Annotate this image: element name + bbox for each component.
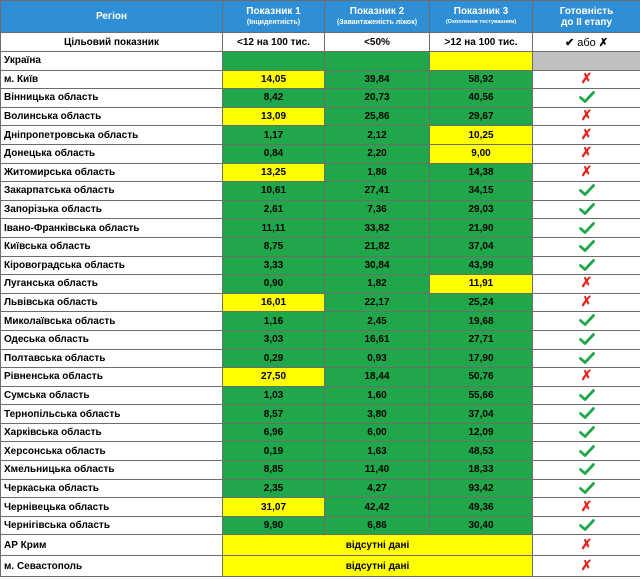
- cross-icon: ✗: [580, 497, 593, 514]
- indicator-1-cell: 11,11: [223, 219, 325, 238]
- table-row: [1, 368, 640, 387]
- cross-icon: ✗: [580, 125, 593, 142]
- indicator-1-cell: 0,19: [223, 442, 325, 461]
- check-icon: [579, 315, 595, 326]
- header-readiness-sub: до ІІ етапу: [560, 16, 613, 28]
- indicator-1-cell: 27,50: [223, 368, 325, 387]
- indicator-1-cell: 1,03: [223, 386, 325, 405]
- region-name: Чернігівська область: [1, 516, 223, 535]
- check-icon: [579, 482, 595, 493]
- indicator-1-cell: 0,90: [223, 275, 325, 294]
- indicator-2-cell: 3,80: [325, 405, 430, 424]
- readiness-cell: [533, 52, 640, 71]
- indicator-2-cell: 16,61: [325, 330, 430, 349]
- readiness-cell: [533, 70, 640, 89]
- missing-data-cell: відсутні дані: [223, 535, 533, 556]
- target-indicator-2: <50%: [325, 33, 430, 52]
- readiness-cell: [533, 516, 640, 535]
- readiness-cell: [533, 556, 640, 577]
- header-readiness-title: Готовність: [559, 5, 614, 17]
- check-icon: [579, 520, 595, 531]
- header-indicator-2: [325, 1, 430, 33]
- indicator-1-cell: 2,61: [223, 200, 325, 219]
- readiness-cell: [533, 126, 640, 145]
- readiness-cell: [533, 386, 640, 405]
- indicator-2-cell: 2,20: [325, 144, 430, 163]
- readiness-cell: [533, 461, 640, 480]
- indicator-1-cell: 6,96: [223, 423, 325, 442]
- indicator-1-cell: 8,42: [223, 89, 325, 108]
- table-row: [1, 556, 640, 577]
- region-name: м. Київ: [1, 70, 223, 89]
- region-name: Закарпатська область: [1, 182, 223, 201]
- table-row: [1, 89, 640, 108]
- check-icon: [579, 334, 595, 345]
- indicator-3-cell: 43,99: [430, 256, 533, 275]
- header-row: [1, 1, 640, 33]
- region-name: м. Севастополь: [1, 556, 223, 577]
- table-row: [1, 442, 640, 461]
- region-name: Київська область: [1, 237, 223, 256]
- indicator-1-cell: 8,57: [223, 405, 325, 424]
- header-indicator-1: [223, 1, 325, 33]
- indicator-1-cell: 2,35: [223, 479, 325, 498]
- region-name: Сумська область: [1, 386, 223, 405]
- indicator-1-cell: 1,17: [223, 126, 325, 145]
- target-or: або: [577, 36, 596, 49]
- region-name: Рівненська область: [1, 368, 223, 387]
- readiness-cell: [533, 535, 640, 556]
- check-icon: [579, 427, 595, 438]
- indicator-3-cell: 93,42: [430, 479, 533, 498]
- readiness-cell: [533, 479, 640, 498]
- table-row: [1, 237, 640, 256]
- header-indicator-2-title: Показник 2: [349, 5, 405, 17]
- check-icon: [579, 352, 595, 363]
- indicator-3-cell: 40,56: [430, 89, 533, 108]
- table-row: [1, 479, 640, 498]
- readiness-cell: [533, 237, 640, 256]
- readiness-cell: [533, 442, 640, 461]
- table-row: [1, 498, 640, 517]
- indicator-2-cell: 33,82: [325, 219, 430, 238]
- indicator-1-cell: 31,07: [223, 498, 325, 517]
- indicator-1-cell: 16,01: [223, 293, 325, 312]
- cross-icon: ✗: [580, 556, 593, 573]
- readiness-cell: [533, 89, 640, 108]
- indicator-3-cell: 21,90: [430, 219, 533, 238]
- indicator-2-cell: 0,93: [325, 349, 430, 368]
- indicator-1-cell: 14,05: [223, 70, 325, 89]
- indicator-2-cell: 6,86: [325, 516, 430, 535]
- table-row: [1, 516, 640, 535]
- check-icon: [579, 408, 595, 419]
- indicator-1-cell: 0,29: [223, 349, 325, 368]
- indicator-3-cell: 19,68: [430, 312, 533, 331]
- region-name: Житомирська область: [1, 163, 223, 182]
- indicator-3-cell: 11,91: [430, 275, 533, 294]
- indicator-2-cell: [325, 52, 430, 71]
- check-icon: [579, 241, 595, 252]
- indicator-1-cell: 3,03: [223, 330, 325, 349]
- table-row: [1, 275, 640, 294]
- table-row: [1, 312, 640, 331]
- table-row: [1, 70, 640, 89]
- check-icon: [579, 222, 595, 233]
- table-row: [1, 293, 640, 312]
- readiness-cell: [533, 312, 640, 331]
- table-row: [1, 144, 640, 163]
- target-indicator-1: <12 на 100 тис.: [223, 33, 325, 52]
- readiness-cell: [533, 107, 640, 126]
- check-icon: ✔: [564, 36, 575, 49]
- readiness-cell: [533, 498, 640, 517]
- table-row: [1, 126, 640, 145]
- indicator-3-cell: 25,24: [430, 293, 533, 312]
- readiness-cell: [533, 219, 640, 238]
- table-row: [1, 330, 640, 349]
- indicator-3-cell: 29,03: [430, 200, 533, 219]
- indicator-3-cell: 9,00: [430, 144, 533, 163]
- indicator-3-cell: 17,90: [430, 349, 533, 368]
- indicator-1-cell: 9,90: [223, 516, 325, 535]
- readiness-cell: [533, 368, 640, 387]
- region-name: Донецька область: [1, 144, 223, 163]
- region-name: АР Крим: [1, 535, 223, 556]
- table-row: [1, 423, 640, 442]
- region-name: Львівська область: [1, 293, 223, 312]
- table-row: [1, 461, 640, 480]
- table-row: [1, 405, 640, 424]
- region-name: Волинська область: [1, 107, 223, 126]
- indicator-2-cell: 6,00: [325, 423, 430, 442]
- region-name: Черкаська область: [1, 479, 223, 498]
- indicator-3-cell: 14,38: [430, 163, 533, 182]
- indicator-2-cell: 2,45: [325, 312, 430, 331]
- indicator-3-cell: 18,33: [430, 461, 533, 480]
- indicator-3-cell: 37,04: [430, 237, 533, 256]
- indicator-3-cell: 12,09: [430, 423, 533, 442]
- indicator-3-cell: 50,76: [430, 368, 533, 387]
- region-name: Херсонська область: [1, 442, 223, 461]
- readiness-cell: [533, 349, 640, 368]
- indicator-3-cell: 29,67: [430, 107, 533, 126]
- table-row: [1, 107, 640, 126]
- readiness-cell: [533, 163, 640, 182]
- table-row: [1, 535, 640, 556]
- check-icon: [579, 92, 595, 103]
- cross-icon: ✗: [580, 367, 593, 384]
- readiness-cell: [533, 200, 640, 219]
- indicator-2-cell: 30,84: [325, 256, 430, 275]
- indicator-1-cell: 3,33: [223, 256, 325, 275]
- indicator-2-cell: 18,44: [325, 368, 430, 387]
- indicator-1-cell: 1,16: [223, 312, 325, 331]
- indicator-2-cell: 21,82: [325, 237, 430, 256]
- indicator-1-cell: 8,85: [223, 461, 325, 480]
- indicator-3-cell: 10,25: [430, 126, 533, 145]
- indicator-1-cell: 13,09: [223, 107, 325, 126]
- region-name: Одеська область: [1, 330, 223, 349]
- readiness-cell: [533, 256, 640, 275]
- table-row: [1, 182, 640, 201]
- indicator-1-cell: 13,25: [223, 163, 325, 182]
- indicator-2-cell: 2,12: [325, 126, 430, 145]
- indicator-3-cell: 49,36: [430, 498, 533, 517]
- region-name: Харківська область: [1, 423, 223, 442]
- region-name: Україна: [1, 52, 223, 71]
- check-icon: [579, 185, 595, 196]
- indicator-1-cell: 8,75: [223, 237, 325, 256]
- region-name: Тернопільська область: [1, 405, 223, 424]
- ukraine-row: [1, 52, 640, 71]
- region-name: Чернівецька область: [1, 498, 223, 517]
- header-indicator-3-title: Показник 3: [453, 5, 509, 17]
- indicator-3-cell: 27,71: [430, 330, 533, 349]
- region-name: Луганська область: [1, 275, 223, 294]
- table-row: [1, 386, 640, 405]
- header-region: Регіон: [1, 1, 223, 33]
- header-indicator-1-sub: (Інцидентність): [246, 18, 301, 26]
- cross-icon: ✗: [580, 107, 593, 124]
- indicator-3-cell: [430, 52, 533, 71]
- cross-icon: ✗: [598, 36, 609, 49]
- indicator-2-cell: 27,41: [325, 182, 430, 201]
- indicator-1-cell: [223, 52, 325, 71]
- missing-data-cell: відсутні дані: [223, 556, 533, 577]
- cross-icon: ✗: [580, 70, 593, 86]
- cross-icon: ✗: [580, 163, 593, 179]
- header-indicator-3-sub: (Охоплення тестуванням): [445, 18, 517, 25]
- readiness-cell: [533, 144, 640, 163]
- cross-icon: ✗: [580, 144, 593, 161]
- readiness-cell: [533, 423, 640, 442]
- header-readiness: [533, 1, 640, 33]
- readiness-cell: [533, 182, 640, 201]
- check-icon: [579, 445, 595, 456]
- readiness-cell: [533, 293, 640, 312]
- indicator-2-cell: 4,27: [325, 479, 430, 498]
- indicator-3-cell: 48,53: [430, 442, 533, 461]
- indicator-2-cell: 22,17: [325, 293, 430, 312]
- check-icon: [579, 464, 595, 475]
- indicator-1-cell: 0,84: [223, 144, 325, 163]
- indicator-2-cell: 1,86: [325, 163, 430, 182]
- indicator-3-cell: 34,15: [430, 182, 533, 201]
- indicator-2-cell: 1,60: [325, 386, 430, 405]
- readiness-cell: [533, 330, 640, 349]
- indicator-2-cell: 42,42: [325, 498, 430, 517]
- indicator-1-cell: 10,61: [223, 182, 325, 201]
- table-row: [1, 256, 640, 275]
- header-indicator-1-title: Показник 1: [246, 5, 301, 17]
- header-indicator-2-sub: (Завантаженість ліжок): [336, 18, 418, 26]
- cross-icon: ✗: [580, 274, 593, 291]
- indicator-3-cell: 30,40: [430, 516, 533, 535]
- table-row: [1, 163, 640, 182]
- table-row: [1, 200, 640, 219]
- table-row: [1, 219, 640, 238]
- readiness-cell: [533, 275, 640, 294]
- indicator-2-cell: 1,82: [325, 275, 430, 294]
- indicator-2-cell: 1,63: [325, 442, 430, 461]
- indicator-3-cell: 58,92: [430, 70, 533, 89]
- region-name: Запорізька область: [1, 200, 223, 219]
- cross-icon: ✗: [580, 535, 593, 552]
- region-name: Івано-Франківська область: [1, 219, 223, 238]
- table-row: [1, 349, 640, 368]
- indicator-2-cell: 39,84: [325, 70, 430, 89]
- region-name: Вінницька область: [1, 89, 223, 108]
- indicator-2-cell: 7,36: [325, 200, 430, 219]
- target-indicator-3: >12 на 100 тис.: [430, 33, 533, 52]
- check-icon: [579, 204, 595, 215]
- region-name: Кіровоградська область: [1, 256, 223, 275]
- region-name: Дніпропетровська область: [1, 126, 223, 145]
- indicator-3-cell: 37,04: [430, 405, 533, 424]
- header-indicator-3: [430, 1, 533, 33]
- indicator-3-cell: 55,66: [430, 386, 533, 405]
- target-readiness: [533, 33, 640, 52]
- indicator-2-cell: 25,86: [325, 107, 430, 126]
- target-label: Цільовий показник: [1, 33, 223, 52]
- indicator-2-cell: 20,73: [325, 89, 430, 108]
- cross-icon: ✗: [580, 293, 593, 310]
- check-icon: [579, 259, 595, 270]
- region-name: Полтавська область: [1, 349, 223, 368]
- readiness-cell: [533, 405, 640, 424]
- indicator-2-cell: 11,40: [325, 461, 430, 480]
- region-name: Миколаївська область: [1, 312, 223, 331]
- target-row: [1, 33, 640, 52]
- region-name: Хмельницька область: [1, 461, 223, 480]
- check-icon: [579, 389, 595, 400]
